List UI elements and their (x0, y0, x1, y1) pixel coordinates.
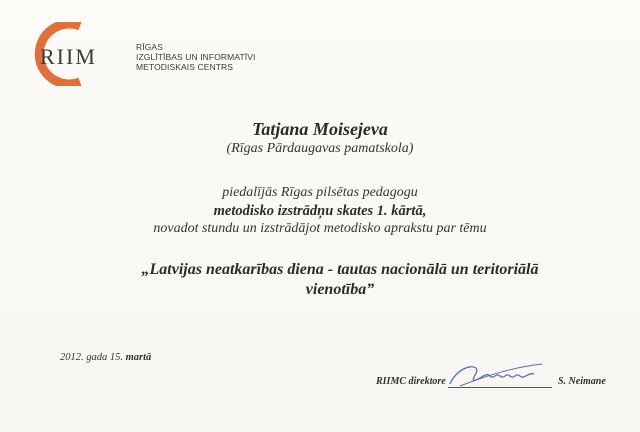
topic-line-2: vienotība” (305, 281, 375, 298)
topic-line-1: „Latvijas neatkarības diena - tautas nacionālā un teritoriālā (141, 261, 539, 278)
date-prefix: 2012. gada 15. (60, 352, 126, 363)
date-month: martā (125, 352, 152, 363)
logo-line-3: METODISKAIS CENTRS (136, 62, 234, 72)
recipient-name: Tatjana Moisejeva (252, 119, 388, 139)
logo-line-2: IZGLĪTĪBAS UN INFORMATĪVI (136, 52, 256, 62)
logo-text (136, 42, 255, 72)
issue-date (60, 352, 151, 363)
body-line-2: metodisko izstrādņu skates 1. kārtā, (213, 203, 427, 219)
signature-line (448, 387, 552, 388)
certificate-body (0, 118, 640, 238)
signatory-name: S. Neimane (558, 376, 606, 387)
signatory-role: RIIMC direktore (376, 376, 446, 387)
riimc-logo (18, 22, 256, 82)
body-line-1: piedalījās Rīgas pilsētas pedagogu (222, 185, 418, 200)
recipient-school: (Rīgas Pārdaugavas pamatskola) (226, 141, 414, 156)
signature-icon (446, 360, 556, 390)
topic-title (80, 260, 600, 300)
logo-monogram: RIIM (40, 44, 97, 69)
body-line-3: novadot stundu un izstrādājot metodisko aprakstu par tēmu (153, 221, 487, 236)
logo-line-1: RĪGAS (136, 42, 163, 52)
